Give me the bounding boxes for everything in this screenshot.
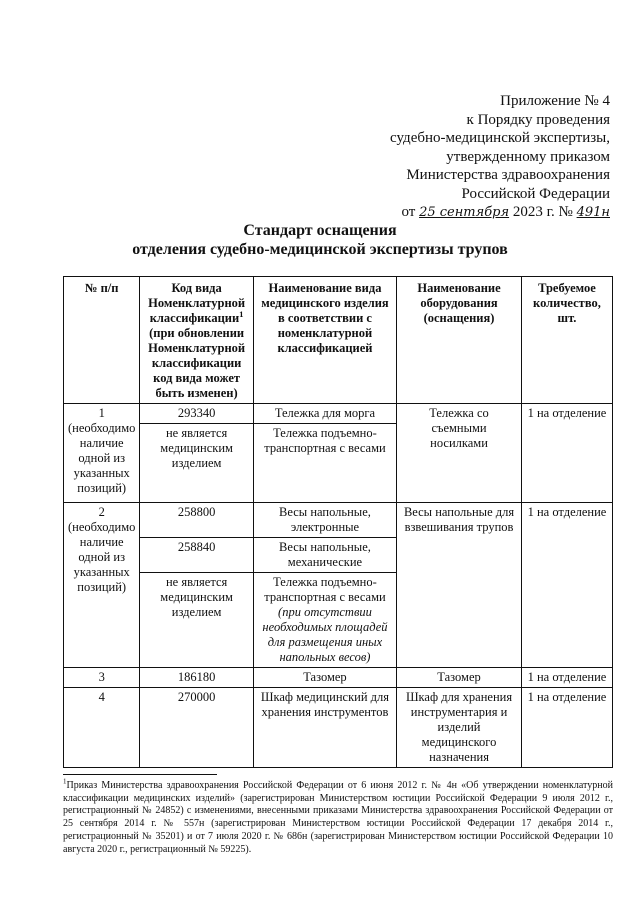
cell-qty: 1 на отделение	[521, 503, 612, 668]
equipment-table	[63, 276, 613, 768]
table-header-row	[64, 277, 613, 404]
header-equipment: Наименование оборудования (оснащения)	[397, 277, 522, 404]
table-row	[64, 668, 613, 688]
cell-equipment: Тазомер	[397, 668, 522, 688]
table-row	[64, 404, 613, 424]
order-year: 2023 г. №	[512, 204, 573, 220]
cell-qty: 1 на отделение	[521, 404, 612, 503]
cell-code: 258800	[140, 503, 253, 538]
handwritten-number: 491н	[576, 205, 610, 220]
header-code: Код вида Номенклатурной классификации$^1$ (при обновлении Номенклатурной классификации код вида может быть изменен)	[140, 277, 253, 404]
appendix-line: Министерства здравоохранения	[406, 167, 610, 183]
cell-name: Весы напольные, электронные	[253, 503, 396, 538]
cell-code: не является медицинским изделием	[140, 424, 253, 503]
cell-code: 270000	[140, 688, 253, 768]
cell-name: Тележка подъемно-транспортная с весами	[253, 424, 396, 503]
footnote-divider	[63, 774, 217, 775]
header-num: № п/п	[64, 277, 140, 404]
header-qty: Требуемое количество, шт.	[521, 277, 612, 404]
cell-code: 293340	[140, 404, 253, 424]
cell-name: Тазомер	[253, 668, 396, 688]
document-title	[0, 221, 640, 259]
cell-name: Весы напольные, механические	[253, 538, 396, 573]
title-line-1: Стандарт оснащения	[243, 222, 397, 239]
appendix-line: утвержденному приказом	[446, 148, 610, 165]
appendix-line: судебно-медицинской экспертизы,	[390, 130, 610, 146]
appendix-line: Российской Федерации	[461, 185, 610, 202]
table-row	[64, 688, 613, 768]
cell-name-main: Тележка подъемно-транспортная с весами	[264, 575, 386, 604]
cell-equipment: Весы напольные для взвешивания трупов	[397, 503, 522, 668]
cell-equipment: Шкаф для хранения инструментария и изделий медицинского назначения	[397, 688, 522, 768]
cell-num: 4	[64, 688, 140, 768]
table-row	[64, 503, 613, 538]
cell-qty: 1 на отделение	[521, 668, 612, 688]
cell-num: 1 (необходимо наличие одной из указанных позиций)	[64, 404, 140, 503]
handwritten-date: 25 сентября	[419, 205, 510, 220]
title-line-2: отделения судебно-медицинской экспертизы трупов	[132, 241, 508, 258]
cell-name-note: (при отсутствии необходимых площадей для размещения иных напольных весов)	[262, 605, 388, 664]
footnote-marker: 1	[63, 777, 67, 786]
cell-num: 2 (необходимо наличие одной из указанных позиций)	[64, 503, 140, 668]
header-name: Наименование вида медицинского изделия в соответствии с номенклатурной классификацией	[253, 277, 396, 404]
cell-name: Тележка для морга	[253, 404, 396, 424]
appendix-title: Приложение № 4	[500, 93, 610, 109]
cell-name: Шкаф медицинский для хранения инструментов	[253, 688, 396, 768]
cell-code: 258840	[140, 538, 253, 573]
cell-num: 3	[64, 668, 140, 688]
appendix-block	[350, 92, 610, 223]
footnote-text: Приказ Министерства здравоохранения Российской Федерации от 6 июня 2012 г. № 4н «Об утверждении номенклатурной классификации медицинских изделий» (зарегистрирован Министерством юстиции Российской Федерации 9 июля 2012 г., регистрационный № 24852) с изменениями, внесенными приказами Министерства здравоохранения Российской Федерации от 25 сентября 2014 г. № 557н (зарегистрирован Министерством юстиции Российской Федерации 17 декабря 2014 г., регистрационный № 35201) и от 7 июля 2020 г. № 686н (зарегистрирован Министерством юстиции Российской Федерации 10 августа 2020 г., регистрационный № 59225).	[63, 780, 613, 855]
cell-qty: 1 на отделение	[521, 688, 612, 768]
cell-name	[253, 573, 396, 668]
cell-equipment: Тележка со съемными носилками	[397, 404, 522, 503]
cell-code: 186180	[140, 668, 253, 688]
appendix-line: к Порядку проведения	[466, 111, 610, 128]
date-prefix: от	[401, 204, 416, 220]
footnote	[63, 777, 613, 856]
order-date-line	[350, 203, 610, 223]
cell-code: не является медицинским изделием	[140, 573, 253, 668]
